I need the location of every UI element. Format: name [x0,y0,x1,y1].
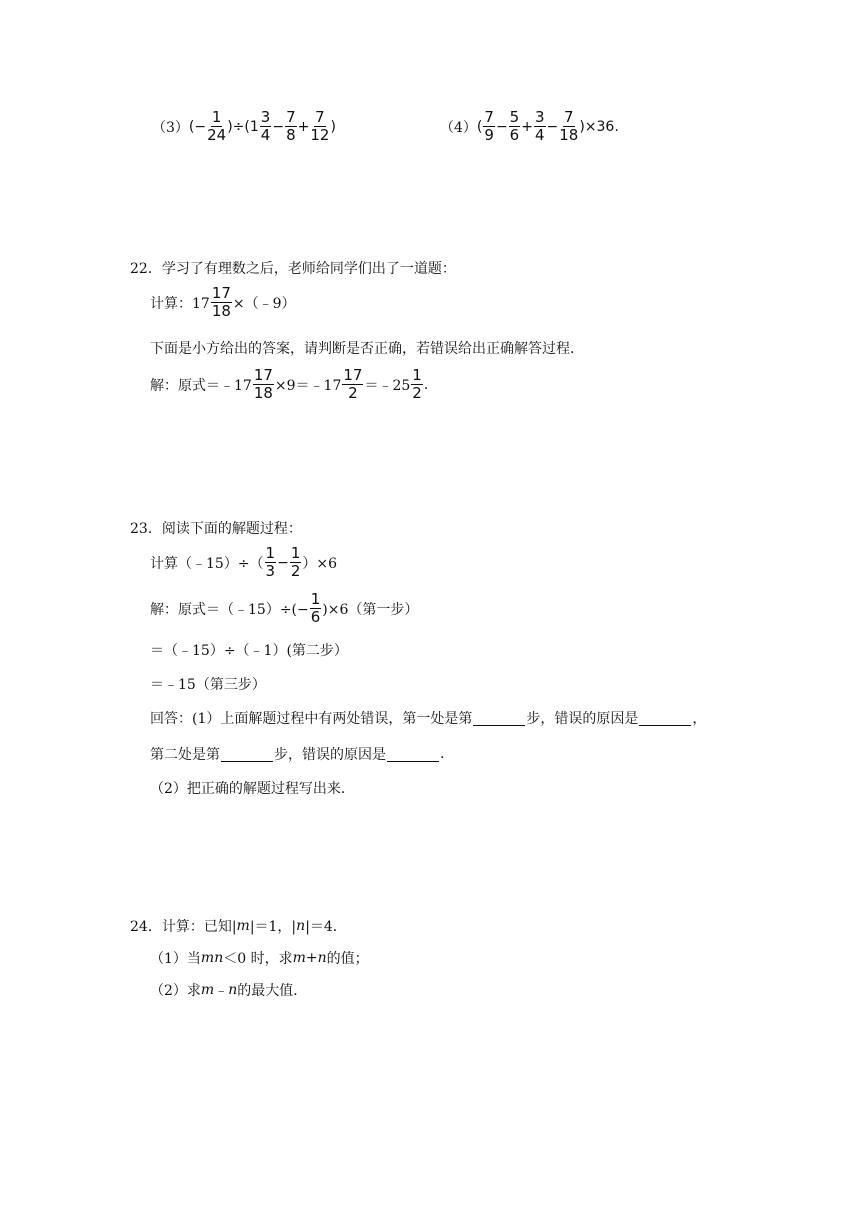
operator: + [297,118,310,135]
question-text: （2）把正确的解题过程写出来． [150,781,355,797]
text: ）×6 [302,555,338,572]
question-text: 下面是小方给出的答案，请判断是否正确，若错误给出正确解答过程． [150,341,584,357]
text: （2）求 [150,983,201,999]
q23-title [130,518,302,538]
operator: − [277,554,289,571]
fraction: $\frac{17}{2}$ [343,366,363,402]
answer-blank[interactable] [387,747,439,762]
q23-answer-line2 [150,744,444,764]
text: . [423,376,429,393]
variable: n [317,950,327,966]
q22-calc [150,286,296,319]
fraction: $\frac{17}{18}$ [253,366,273,402]
text: 第二处是第 [150,747,220,763]
operator: + [305,950,318,966]
q21-part4-label: （4） [440,119,477,136]
operator: − [272,118,285,135]
q22-title [130,258,456,278]
q23-answer-line1 [150,708,706,728]
text: ×9＝﹣17 [274,377,342,394]
fraction: $\frac{3}{4}$ [260,108,271,144]
fraction: $\frac{5}{6}$ [509,108,520,144]
q21-part3-label: （3） [152,119,189,136]
text: ×（﹣9） [232,295,296,312]
text: ＝﹣15（第三步） [150,677,266,693]
text: 24．计算：已知| [130,919,237,935]
fraction: $\frac{1}{24}$ [207,108,227,144]
paren: )×36. [579,118,619,135]
paren: (− [188,118,207,135]
text: （1）当 [150,951,201,967]
paren: ( [476,118,483,135]
fraction: $\frac{7}{18}$ [559,108,579,144]
q24-part2 [150,980,307,1000]
fraction: $\frac{7}{9}$ [484,108,494,144]
variable: m [200,982,215,998]
variable: n [296,918,306,934]
text: . [440,746,445,762]
variable: mn [200,950,224,966]
answer-blank[interactable] [473,711,525,726]
variable: n [228,982,238,998]
text: ＝﹣25 [364,377,411,394]
text: )×6（第一步） [322,601,419,618]
operator: + [521,118,533,135]
question-text: 23．阅读下面的解题过程： [130,521,302,537]
text: 回答：(1）上面解题过程中有两处错误，第一处是第 [150,711,473,727]
q21-part4 [440,110,619,143]
q22-prompt [150,338,584,358]
q22-solution [150,368,428,401]
text: ＝（﹣15）÷（﹣1）(第二步） [150,643,348,659]
text: ， [692,711,707,727]
q21-part3 [152,110,336,143]
q24-part1 [150,948,369,968]
fraction: $\frac{1}{6}$ [310,590,321,626]
q23-part2 [150,778,355,798]
q24-title [130,916,347,936]
operator: ﹣ [214,983,229,999]
fraction: $\frac{1}{2}$ [412,366,422,402]
q23-step2 [150,640,348,660]
fraction: $\frac{17}{18}$ [211,284,231,320]
answer-blank[interactable] [639,711,691,726]
paren: ) [330,118,336,135]
variable: m [292,950,306,966]
q23-step3 [150,674,266,694]
text: 计算（﹣15）÷（ [150,555,264,572]
q23-calc [150,546,337,579]
fraction: $\frac{1}{3}$ [265,544,276,580]
text: ＜0 时，求 [223,951,293,967]
variable: m [236,918,250,934]
text: 计算：17 [150,295,210,312]
text: 解：原式＝﹣17 [150,377,252,394]
text: 的最大值． [237,983,308,999]
text: 的值； [326,951,369,967]
q23-step1 [150,592,418,625]
operator: )÷(1 [227,118,259,135]
question-text: 22．学习了有理数之后，老师给同学们出了一道题： [130,261,456,277]
answer-blank[interactable] [221,747,273,762]
fraction: $\frac{1}{2}$ [290,544,301,580]
text: 解：原式＝（﹣15）÷(− [150,601,309,618]
fraction: $\frac{7}{12}$ [310,108,330,144]
fraction: $\frac{3}{4}$ [534,108,545,144]
fraction: $\frac{7}{8}$ [286,108,296,144]
text: |＝4． [305,919,347,935]
text: 步，错误的原因是 [274,747,386,763]
operator: − [495,118,508,135]
operator: − [546,118,559,135]
text: 步，错误的原因是 [526,711,639,727]
text: |＝1，| [249,919,297,935]
